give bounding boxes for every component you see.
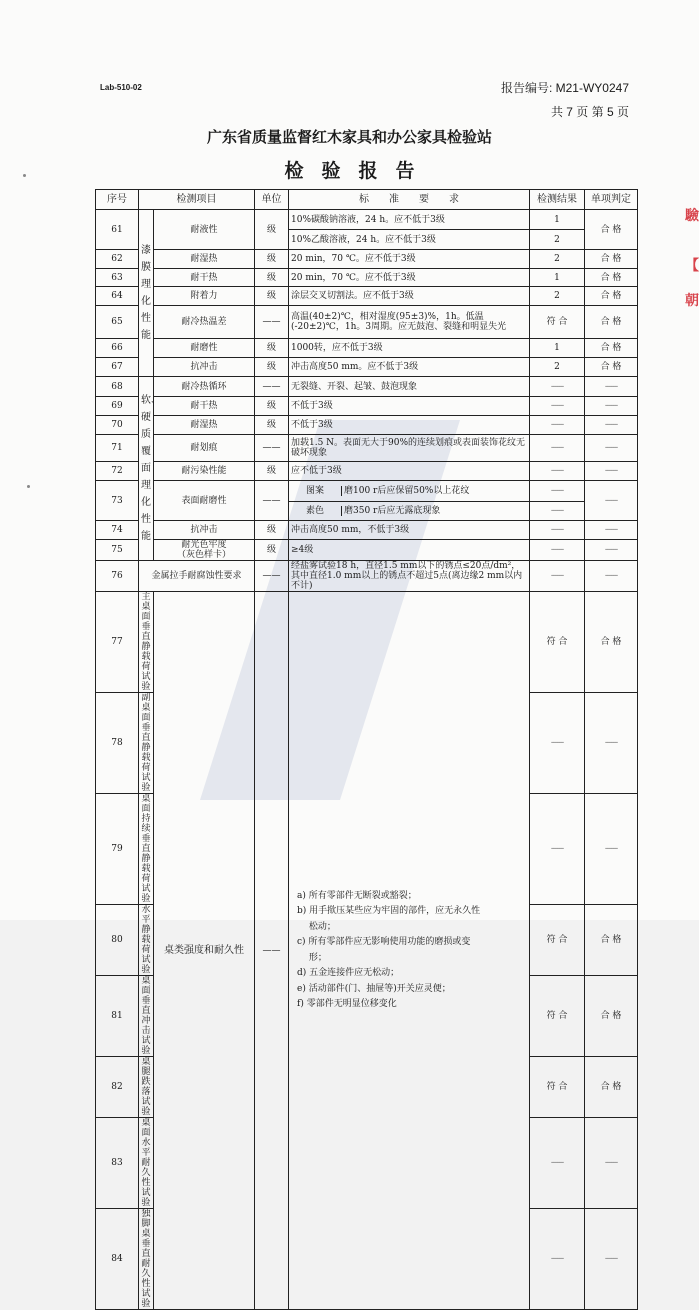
test-result: 2 — [530, 250, 585, 269]
verdict: 合 格 — [585, 210, 638, 250]
unit: 级 — [255, 339, 289, 358]
verdict: ------ — [585, 397, 638, 416]
row-number: 71 — [96, 435, 139, 462]
row-number: 81 — [96, 976, 139, 1057]
unit: 级 — [255, 250, 289, 269]
test-result: 1 — [530, 210, 585, 230]
table-row — [96, 377, 638, 397]
test-item: 抗冲击 — [154, 358, 255, 377]
requirement: 加载1.5 N。表面无大于90%的连续划痕或表面装饰花纹无破坏现象 — [289, 435, 530, 462]
requirement: 20 min，70 ℃。应不低于3级 — [289, 269, 530, 287]
table-row — [96, 339, 638, 358]
table-row — [96, 521, 638, 540]
requirement: 10%碳酸钠溶液，24 h。应不低于3级 — [289, 210, 530, 230]
test-result: ------ — [530, 502, 585, 521]
test-result: ------ — [530, 397, 585, 416]
row-number: 68 — [96, 377, 139, 397]
test-item: 耐湿热 — [154, 250, 255, 269]
table-row — [96, 397, 638, 416]
test-result: ------ — [530, 561, 585, 592]
verdict: ------ — [585, 377, 638, 397]
verdict: ------ — [585, 435, 638, 462]
unit: 级 — [255, 210, 289, 250]
sub-requirement: 磨350 r后应无露底现象 — [344, 506, 441, 516]
scan-speck — [27, 485, 30, 488]
requirement: 1000转，应不低于3级 — [289, 339, 530, 358]
inspection-table — [95, 189, 638, 1310]
requirement: 应不低于3级 — [289, 462, 530, 481]
row-number: 67 — [96, 358, 139, 377]
test-item: 抗冲击 — [154, 521, 255, 540]
requirement-line: a) 所有零部件无断裂或豁裂； — [297, 890, 417, 901]
requirement-line: f) 零部件无明显位移变化 — [297, 999, 397, 1009]
test-result: 符 合 — [530, 976, 585, 1057]
test-item: 水平静载荷试验 — [139, 905, 154, 976]
requirement: 不低于3级 — [289, 397, 530, 416]
row-number: 61 — [96, 210, 139, 250]
report-number: 报告编号: M21-WY0247 — [500, 81, 629, 95]
row-number: 82 — [96, 1057, 139, 1118]
verdict: ------ — [585, 462, 638, 481]
verdict: 合 格 — [585, 976, 638, 1057]
requirement: 不低于3级 — [289, 416, 530, 435]
row-number: 78 — [96, 693, 139, 794]
test-item: 耐干热 — [154, 269, 255, 287]
requirement: 冲击高度50 mm。应不低于3级 — [289, 358, 530, 377]
requirement: 20 min，70 ℃。应不低于3级 — [289, 250, 530, 269]
row-number: 69 — [96, 397, 139, 416]
row-number: 72 — [96, 462, 139, 481]
requirement — [289, 502, 530, 521]
header-item: 检测项目 — [139, 190, 255, 210]
verdict: 合 格 — [585, 269, 638, 287]
row-number: 63 — [96, 269, 139, 287]
test-result: 2 — [530, 287, 585, 306]
row-number: 83 — [96, 1118, 139, 1209]
requirement-line: b) 用手揿压某些应为牢固的部件，应无永久性 — [297, 906, 481, 916]
table-row — [96, 435, 638, 462]
row-number: 80 — [96, 905, 139, 976]
table-row — [96, 462, 638, 481]
table-row — [96, 306, 638, 339]
requirement: ≥4级 — [289, 540, 530, 561]
unit: —— — [255, 561, 289, 592]
requirement: 无裂缝、开裂、起皱、鼓泡现象 — [289, 377, 530, 397]
test-result: ------ — [530, 521, 585, 540]
test-result: 符 合 — [530, 592, 585, 693]
unit: 级 — [255, 287, 289, 306]
verdict: ------ — [585, 1209, 638, 1310]
test-item: 表面耐磨性 — [154, 481, 255, 521]
test-item: 副桌面垂直静载荷试验 — [139, 693, 154, 794]
unit: 级 — [255, 540, 289, 561]
table-row — [96, 561, 638, 592]
table-row — [96, 592, 638, 693]
test-result: 符 合 — [530, 306, 585, 339]
verdict: ------ — [585, 540, 638, 561]
test-result: 2 — [530, 358, 585, 377]
group-mechanical: 桌类强度和耐久性 — [154, 592, 255, 1310]
table-row — [96, 250, 638, 269]
requirement-line: 形； — [297, 952, 327, 963]
table-header-row — [96, 190, 638, 210]
test-item: 主桌面垂直静载荷试验 — [139, 592, 154, 693]
verdict: 合 格 — [585, 306, 638, 339]
row-number: 76 — [96, 561, 139, 592]
unit: —— — [255, 435, 289, 462]
stamp-char-1: 驗 — [685, 208, 699, 224]
table-row — [96, 287, 638, 306]
requirement: 冲击高度50 mm，不低于3级 — [289, 521, 530, 540]
requirement — [289, 481, 530, 502]
test-result: ------ — [530, 435, 585, 462]
unit: 级 — [255, 462, 289, 481]
verdict: ------ — [585, 794, 638, 905]
table-row — [96, 481, 638, 502]
test-item: 金属拉手耐腐蚀性要求 — [139, 561, 255, 592]
test-result: 2 — [530, 230, 585, 250]
group-paint-film: 漆膜理化性能 — [139, 210, 154, 377]
table-row — [96, 416, 638, 435]
requirement-line: d) 五金连接件应无松动； — [297, 968, 400, 978]
row-number: 64 — [96, 287, 139, 306]
verdict: ------ — [585, 561, 638, 592]
test-item: 耐液性 — [154, 210, 255, 250]
test-result: 符 合 — [530, 1057, 585, 1118]
row-number: 77 — [96, 592, 139, 693]
unit: 级 — [255, 358, 289, 377]
organization-title: 广东省质量监督红木家具和办公家具检验站 — [206, 128, 492, 146]
table-row — [96, 210, 638, 230]
unit: 级 — [255, 521, 289, 540]
test-item: 独脚桌垂直耐久性试验 — [139, 1209, 154, 1310]
requirement: 高温(40±2)℃，相对湿度(95±3)%，1h。低温(-20±2)℃，1h。3周期。应无鼓泡、裂缝和明显失光 — [289, 306, 530, 339]
verdict: ------ — [585, 481, 638, 521]
unit: 级 — [255, 269, 289, 287]
test-item: 耐磨性 — [154, 339, 255, 358]
test-result: 符 合 — [530, 905, 585, 976]
mechanical-requirements — [289, 592, 530, 1310]
unit: 级 — [255, 416, 289, 435]
test-result: ------ — [530, 416, 585, 435]
unit: —— — [255, 592, 289, 1310]
test-result: ------ — [530, 1209, 585, 1310]
header-requirement: 标 准 要 求 — [289, 190, 530, 210]
verdict: 合 格 — [585, 358, 638, 377]
table-row — [96, 358, 638, 377]
header-result: 检测结果 — [530, 190, 585, 210]
test-item: 耐污染性能 — [154, 462, 255, 481]
scan-speck — [23, 174, 26, 177]
unit: —— — [255, 377, 289, 397]
test-result: ------ — [530, 377, 585, 397]
requirement-line: e) 活动部件(门、抽屉等)开关应灵便； — [297, 983, 451, 994]
test-result: ------ — [530, 462, 585, 481]
row-number: 73 — [96, 481, 139, 521]
test-result: 1 — [530, 269, 585, 287]
test-item: 桌面水平耐久性试验 — [139, 1118, 154, 1209]
verdict: 合 格 — [585, 1057, 638, 1118]
test-item: 耐冷热温差 — [154, 306, 255, 339]
row-number: 62 — [96, 250, 139, 269]
verdict: ------ — [585, 416, 638, 435]
verdict: ------ — [585, 693, 638, 794]
requirement: 涂层交叉切割法。应不低于3级 — [289, 287, 530, 306]
requirement-line: 松动； — [297, 921, 336, 932]
sub-type: 图案 — [289, 486, 342, 496]
test-item: 附着力 — [154, 287, 255, 306]
stamp-char-3: 朝 — [685, 293, 699, 309]
header-no: 序号 — [96, 190, 139, 210]
sub-type: 素色 — [289, 506, 342, 516]
requirement: 经盐雾试验18 h，直径1.5 mm以下的锈点≤20点/dm²，其中直径1.0 mm以上的锈点不超过5点(离边缘2 mm以内不计) — [289, 561, 530, 592]
verdict: 合 格 — [585, 287, 638, 306]
report-title: 检验报告 — [284, 160, 433, 182]
test-result: ------ — [530, 693, 585, 794]
verdict: ------ — [585, 521, 638, 540]
test-result: ------ — [530, 1118, 585, 1209]
test-item: 桌面持续垂直静载荷试验 — [139, 794, 154, 905]
requirement: 10%乙酸溶液，24 h。应不低于3级 — [289, 230, 530, 250]
test-item: 桌面垂直冲击试验 — [139, 976, 154, 1057]
header-unit: 单位 — [255, 190, 289, 210]
test-item: 耐划痕 — [154, 435, 255, 462]
table-row — [96, 540, 638, 561]
unit: 级 — [255, 397, 289, 416]
stamp-char-2: 【 — [685, 258, 699, 274]
test-result: ------ — [530, 794, 585, 905]
verdict: ------ — [585, 1118, 638, 1209]
unit: —— — [255, 481, 289, 521]
verdict: 合 格 — [585, 592, 638, 693]
row-number: 75 — [96, 540, 139, 561]
row-number: 66 — [96, 339, 139, 358]
row-number: 65 — [96, 306, 139, 339]
header-verdict: 单项判定 — [585, 190, 638, 210]
row-number: 84 — [96, 1209, 139, 1310]
test-item: 耐干热 — [154, 397, 255, 416]
table-body — [96, 210, 638, 1310]
table-row — [96, 269, 638, 287]
verdict: 合 格 — [585, 905, 638, 976]
row-number: 74 — [96, 521, 139, 540]
row-number: 70 — [96, 416, 139, 435]
verdict: 合 格 — [585, 250, 638, 269]
sub-requirement: 磨100 r后应保留50%以上花纹 — [344, 486, 470, 496]
test-item: 耐湿热 — [154, 416, 255, 435]
test-result: 1 — [530, 339, 585, 358]
row-number: 79 — [96, 794, 139, 905]
test-result: ------ — [530, 481, 585, 502]
test-item: 桌腿跌落试验 — [139, 1057, 154, 1118]
unit: —— — [255, 306, 289, 339]
requirement-line: c) 所有零部件应无影响使用功能的磨损或变 — [297, 937, 471, 947]
lab-code: Lab-510-02 — [100, 83, 142, 92]
group-overlay: 软、硬质覆面理化性能 — [139, 377, 154, 561]
test-result: ------ — [530, 540, 585, 561]
verdict: 合 格 — [585, 339, 638, 358]
test-item: 耐冷热循环 — [154, 377, 255, 397]
page-count: 共 7 页 第 5 页 — [550, 105, 629, 119]
test-item: 耐光色牢度 （灰色样卡） — [154, 540, 255, 561]
